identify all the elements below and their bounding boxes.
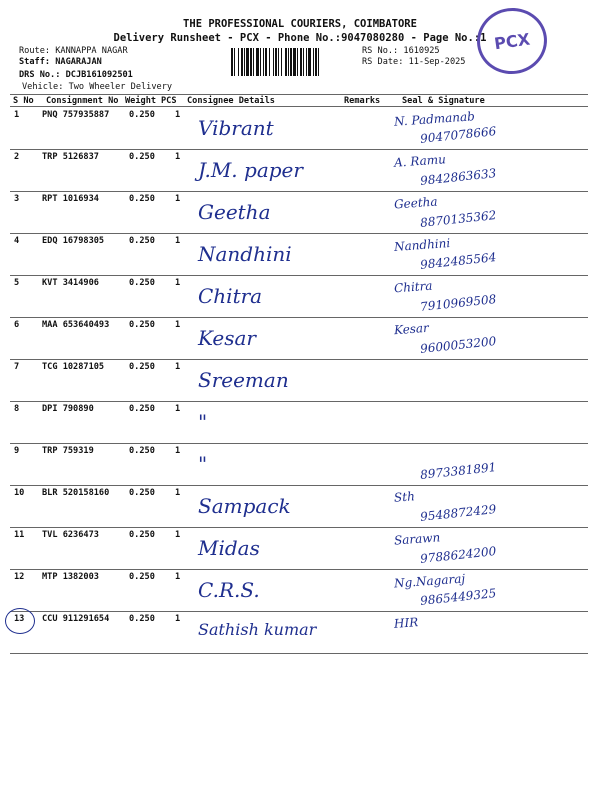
row-consignment-no: KVT 3414906 [42, 278, 99, 288]
row-weight: 0.250 [129, 362, 155, 372]
row-signature-phone: 9865449325 [419, 586, 497, 608]
staff-name: NAGARAJAN [55, 57, 102, 67]
barcode-bar [297, 48, 298, 76]
row-signature-phone: 9842485564 [419, 250, 497, 272]
barcode-bar [308, 48, 311, 76]
row-consignee-name: Vibrant [198, 116, 274, 140]
row-consignee-name: Sreeman [198, 368, 289, 392]
row-weight: 0.250 [129, 614, 155, 624]
report-subtitle: Delivery Runsheet - PCX - Phone No.:9047080280 - Page No.:1 [113, 32, 487, 44]
row-consignee-name: J.M. paper [198, 158, 303, 182]
row-sno: 10 [14, 488, 25, 498]
barcode-bar [275, 48, 277, 76]
row-pcs: 1 [175, 446, 181, 456]
stamp-text: PCX [492, 29, 532, 53]
row-sno: 2 [14, 152, 20, 162]
row-weight: 0.250 [129, 488, 155, 498]
row-consignment-no: RPT 1016934 [42, 194, 99, 204]
row-consignee-name: Sampack [198, 494, 291, 518]
barcode-bar [315, 48, 317, 76]
row-signature-name: Sth [393, 489, 416, 505]
row-weight: 0.250 [129, 152, 155, 162]
row-divider [10, 233, 588, 234]
barcode-bar [253, 48, 254, 76]
row-sno: 13 [14, 614, 25, 624]
barcode-bar [306, 48, 307, 76]
row-divider [10, 191, 588, 192]
rs-number: RS No.: 1610925 [362, 46, 440, 56]
row-pcs: 1 [175, 404, 181, 414]
drs-row [19, 70, 133, 80]
row-signature-phone: 8973381891 [419, 460, 497, 482]
row-weight: 0.250 [129, 320, 155, 330]
sno-circle-mark [5, 608, 35, 634]
row-signature-phone: 7910969508 [419, 292, 497, 314]
row-signature-name: Kesar [393, 320, 430, 338]
row-consignment-no: TRP 759319 [42, 446, 94, 456]
row-pcs: 1 [175, 110, 181, 120]
row-weight: 0.250 [129, 236, 155, 246]
barcode-bar [263, 48, 264, 76]
row-consignee-name: Chitra [198, 284, 263, 308]
col-remarks: Remarks [344, 96, 381, 106]
row-pcs: 1 [175, 320, 181, 330]
row-signature-name: Geetha [393, 194, 438, 212]
row-divider [10, 317, 588, 318]
row-sno: 6 [14, 320, 20, 330]
row-consignment-no: MTP 1382003 [42, 572, 99, 582]
row-consignment-no: CCU 911291654 [42, 614, 110, 624]
row-consignment-no: TCG 10287105 [42, 362, 105, 372]
col-signature: Seal & Signature [402, 96, 485, 106]
row-pcs: 1 [175, 236, 181, 246]
row-consignee-name: C.R.S. [198, 578, 260, 602]
row-consignment-no: BLR 520158160 [42, 488, 110, 498]
barcode-bar [278, 48, 279, 76]
pcx-stamp [473, 3, 552, 78]
barcode [231, 48, 359, 76]
row-signature-phone: 9047078666 [419, 124, 497, 146]
row-consignee-name: Sathish kumar [198, 620, 317, 639]
row-pcs: 1 [175, 278, 181, 288]
row-sno: 5 [14, 278, 20, 288]
row-consignment-no: EDQ 16798305 [42, 236, 105, 246]
row-weight: 0.250 [129, 404, 155, 414]
barcode-bar [260, 48, 261, 76]
row-signature-name: Sarawn [393, 530, 441, 548]
barcode-bar [288, 48, 289, 76]
row-signature-phone: 9600053200 [419, 334, 497, 356]
staff-row [19, 57, 102, 67]
row-consignment-no: PNQ 757935887 [42, 110, 110, 120]
barcode-bar [238, 48, 239, 76]
row-consignee-name: Midas [198, 536, 260, 560]
row-signature-name: Ng.Nagaraj [393, 571, 466, 591]
barcode-bar [231, 48, 233, 76]
row-signature-phone: 9548872429 [419, 502, 497, 524]
barcode-bar [241, 48, 243, 76]
col-consignee: Consignee Details [187, 96, 275, 106]
barcode-bar [303, 48, 304, 76]
row-weight: 0.250 [129, 194, 155, 204]
barcode-bar [246, 48, 249, 76]
row-consignment-no: MAA 653640493 [42, 320, 110, 330]
row-signature-name: Chitra [393, 278, 433, 296]
drs-label: DRS No.: [19, 70, 61, 80]
row-signature-name: N. Padmanab [393, 109, 476, 129]
row-weight: 0.250 [129, 278, 155, 288]
row-consignee-name: Nandhini [198, 242, 292, 266]
row-signature-name: A. Ramu [393, 152, 447, 170]
barcode-bar [244, 48, 245, 76]
row-pcs: 1 [175, 152, 181, 162]
row-sno: 7 [14, 362, 20, 372]
staff-label: Staff: [19, 57, 51, 67]
row-pcs: 1 [175, 362, 181, 372]
row-sno: 11 [14, 530, 25, 540]
row-sno: 12 [14, 572, 25, 582]
row-weight: 0.250 [129, 110, 155, 120]
row-signature-name: HIR [393, 615, 419, 631]
col-sno: S No [13, 96, 34, 106]
row-consignment-no: DPI 790890 [42, 404, 94, 414]
col-pcs: PCS [161, 96, 177, 106]
row-pcs: 1 [175, 572, 181, 582]
row-signature-phone: 9842863633 [419, 166, 497, 188]
col-weight: Weight [125, 96, 157, 106]
header-top-rule [10, 94, 588, 95]
row-consignment-no: TVL 6236473 [42, 530, 99, 540]
row-consignee-name: Kesar [198, 326, 256, 350]
row-sno: 9 [14, 446, 20, 456]
row-weight: 0.250 [129, 530, 155, 540]
barcode-bar [281, 48, 282, 76]
row-pcs: 1 [175, 614, 181, 624]
row-sno: 1 [14, 110, 20, 120]
barcode-bar [290, 48, 292, 76]
row-sno: 4 [14, 236, 20, 246]
row-consignment-no: TRP 5126837 [42, 152, 99, 162]
barcode-bar [250, 48, 252, 76]
row-sno: 8 [14, 404, 20, 414]
barcode-bar [313, 48, 314, 76]
barcode-bar [256, 48, 259, 76]
row-divider [10, 401, 588, 402]
barcode-bar [285, 48, 287, 76]
row-divider [10, 653, 588, 654]
row-signature-phone: 9788624200 [419, 544, 497, 566]
drs-number: DCJB161092501 [65, 70, 133, 80]
row-consignee-name: " [198, 452, 208, 476]
route-label: Route: KANNAPPA NAGAR [19, 46, 128, 56]
barcode-bar [318, 48, 319, 76]
row-consignee-name: Geetha [198, 200, 271, 224]
row-divider [10, 149, 588, 150]
header-bottom-rule [10, 106, 588, 107]
barcode-bar [269, 48, 270, 76]
barcode-bar [293, 48, 296, 76]
rs-date: RS Date: 11-Sep-2025 [362, 57, 466, 67]
row-divider [10, 569, 588, 570]
row-weight: 0.250 [129, 446, 155, 456]
barcode-bar [265, 48, 267, 76]
row-weight: 0.250 [129, 572, 155, 582]
col-consignment: Consignment No [46, 96, 119, 106]
row-divider [10, 359, 588, 360]
row-divider [10, 443, 588, 444]
row-pcs: 1 [175, 488, 181, 498]
barcode-bar [300, 48, 302, 76]
vehicle-label: Vehicle: Two Wheeler Delivery [22, 82, 173, 92]
row-divider [10, 485, 588, 486]
row-signature-phone: 8870135362 [419, 208, 497, 230]
barcode-bar [234, 48, 235, 76]
row-pcs: 1 [175, 530, 181, 540]
row-divider [10, 527, 588, 528]
row-divider [10, 611, 588, 612]
barcode-bar [273, 48, 274, 76]
row-consignee-name: " [198, 410, 208, 434]
row-pcs: 1 [175, 194, 181, 204]
row-signature-name: Nandhini [393, 236, 451, 254]
report-title: THE PROFESSIONAL COURIERS, COIMBATORE [183, 18, 417, 30]
row-divider [10, 275, 588, 276]
row-sno: 3 [14, 194, 20, 204]
